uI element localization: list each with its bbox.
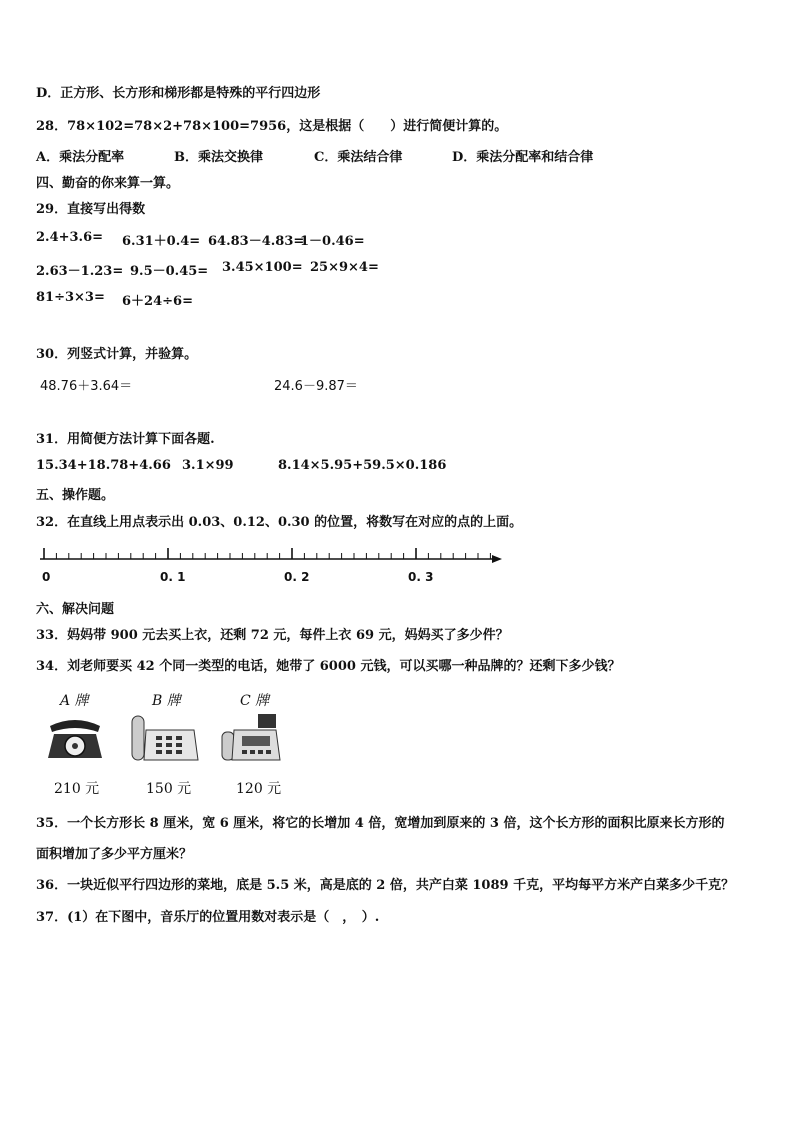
phone-b-label: B 牌 [152, 693, 181, 709]
phone-b-price: 150 元 [146, 781, 192, 797]
option-b: B．乘法交换律 [174, 150, 263, 165]
question-31: 31．用简便方法计算下面各题. [36, 432, 215, 447]
phone-a-price: 210 元 [54, 781, 100, 797]
question-37: 37．(1）在下图中，音乐厅的位置用数对表示是（ ， ）. [36, 910, 380, 925]
q31-expr: 3.1×99 [182, 458, 234, 473]
question-29: 29．直接写出得数 [36, 202, 146, 217]
question-28: 28．78×102=78×2+78×100=7956，这是根据（ ）进行简便计算的。 [36, 119, 508, 134]
number-line-label: 0. 2 [284, 570, 310, 584]
section-6-heading: 六、解决问题 [36, 602, 115, 617]
question-30: 30．列竖式计算，并验算。 [36, 347, 198, 362]
q29-expr: 9.5－0.45= [130, 264, 209, 279]
q31-expr: 8.14×5.95+59.5×0.186 [278, 458, 447, 473]
phone-c-label: C 牌 [240, 693, 270, 709]
q29-expr: 2.4+3.6= [36, 230, 104, 245]
q30-expr-1: 48.76＋3.64＝ [40, 379, 133, 394]
phone-a-label: A 牌 [60, 693, 89, 709]
q29-expr: 1－0.46= [300, 234, 365, 249]
section-4-heading: 四、勤奋的你来算一算。 [36, 176, 180, 191]
q31-expr: 15.34+18.78+4.66 [36, 458, 171, 473]
q29-expr: 2.63－1.23= [36, 264, 124, 279]
number-line-label: 0. 3 [408, 570, 434, 584]
q29-expr: 64.83－4.83= [208, 234, 305, 249]
answering-machine-phone-icon [218, 712, 284, 764]
question-35-cont: 面积增加了多少平方厘米？ [36, 847, 193, 862]
option-d: D．乘法分配率和结合律 [452, 150, 594, 165]
number-line-label: 0. 1 [160, 570, 186, 584]
keypad-phone-icon [128, 712, 200, 764]
number-line-ticks [44, 548, 490, 559]
q29-expr: 6＋24÷6= [122, 294, 193, 309]
question-36: 36．一块近似平行四边形的菜地，底是 5.5 米，高是底的 2 倍，共产白菜 1089 千克，平均每平方米产白菜多少千克？ [36, 878, 735, 893]
option-d-statement: D．正方形、长方形和梯形都是特殊的平行四边形 [36, 86, 321, 101]
number-line [36, 543, 506, 569]
q30-expr-2: 24.6－9.87＝ [274, 379, 358, 394]
number-line-arrow [492, 555, 502, 563]
q29-expr: 3.45×100= [222, 260, 303, 275]
option-a: A．乘法分配率 [36, 150, 125, 165]
option-c: C．乘法结合律 [314, 150, 403, 165]
question-32: 32．在直线上用点表示出 0.03、0.12、0.30 的位置，将数写在对应的点的上面。 [36, 515, 523, 530]
question-33: 33．妈妈带 900 元去买上衣，还剩 72 元，每件上衣 69 元，妈妈买了多少件？ [36, 628, 509, 643]
q29-expr: 25×9×4= [310, 260, 379, 275]
question-35: 35．一个长方形长 8 厘米，宽 6 厘米，将它的长增加 4 倍，宽增加到原来的 3 倍，这个长方形的面积比原来长方形的 [36, 816, 725, 831]
section-5-heading: 五、操作题。 [36, 488, 115, 503]
phone-c-price: 120 元 [236, 781, 282, 797]
question-34: 34．刘老师要买 42 个同一类型的电话，她带了 6000 元钱，可以买哪一种品牌的？还剩下多少钱？ [36, 659, 621, 674]
q29-expr: 6.31＋0.4= [122, 234, 201, 249]
number-line-label: 0 [42, 570, 51, 584]
q29-expr: 81÷3×3= [36, 290, 105, 305]
rotary-phone-icon [44, 712, 106, 762]
